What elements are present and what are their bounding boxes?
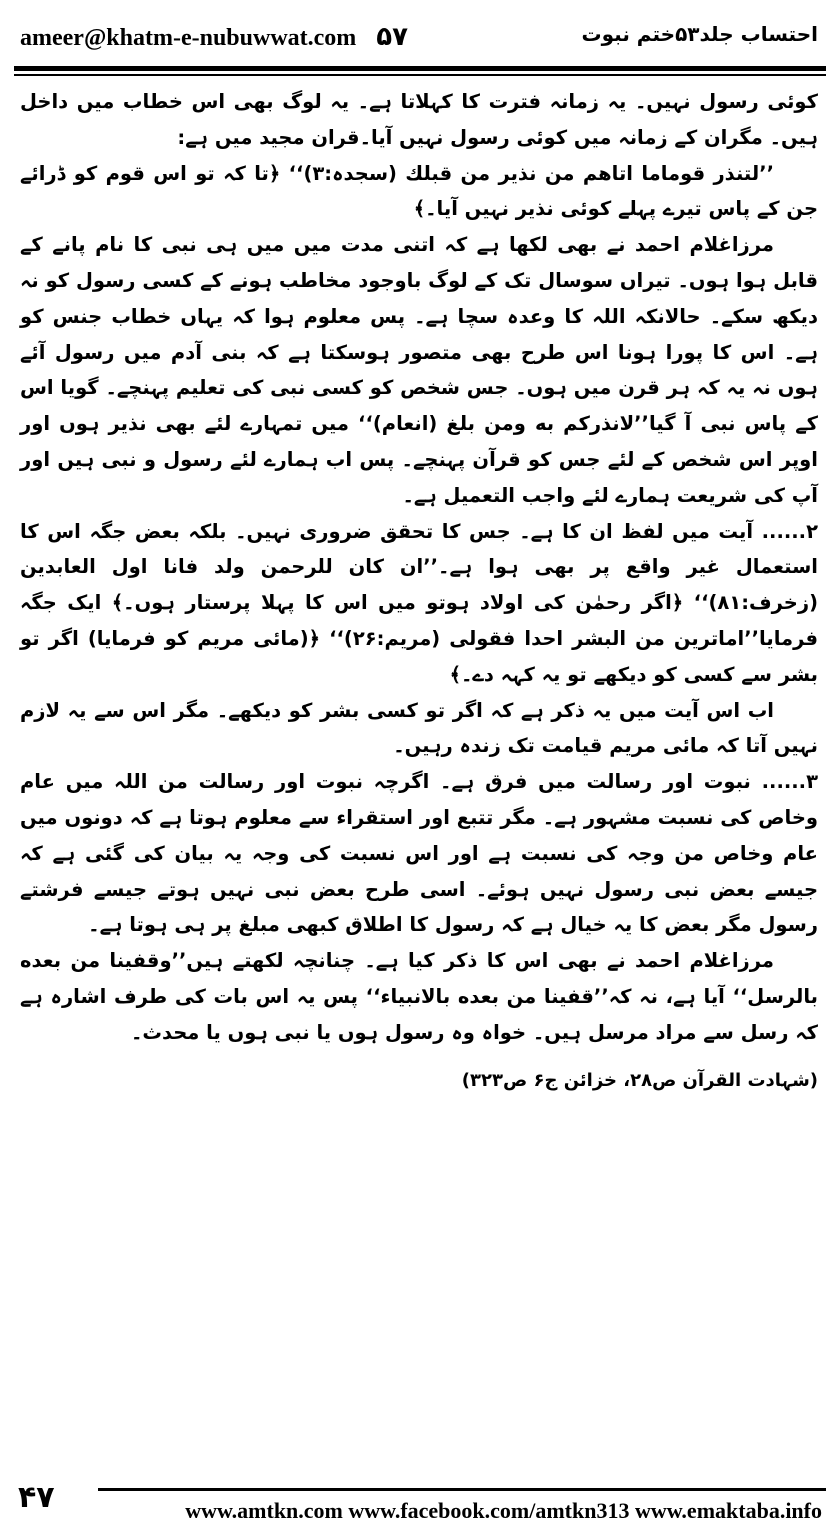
point-number-3: ۳...... [761, 770, 818, 794]
paragraph-5: اب اس آیت میں یہ ذکر ہے کہ اگر تو کسی بشر کو دیکھے۔ مگر اس سے یہ لازم نہیں آتا کہ مائی مریم قیامت تک زندہ رہیں۔ [20, 698, 818, 758]
paragraph-7: مرزاغلام احمد نے بھی اس کا ذکر کیا ہے۔ چنانچہ لکھتے ہیں’’وقفینا من بعده بالرسل‘‘ آیا ہے، نہ کہ’’قفینا من بعده بالانبیاء‘‘ پس یہ اس بات کی طرف اشارہ ہے کہ رسل سے مراد مرسل ہیں۔ خواہ وہ رسول ہوں یا نبی ہوں یا محدث۔ [20, 949, 818, 1044]
paragraph-6 [20, 764, 818, 943]
header-email [20, 22, 408, 52]
paragraph-6-text: نبوت اور رسالت میں فرق ہے۔ اگرچہ نبوت اور رسالت من اللہ میں عام وخاص کی نسبت مشہور ہے۔ مگر تتبع اور استقراء سے معلوم ہوتا ہے کہ دونوں میں عام وخاص من وجہ کی نسبت ہے اور اس نسبت کی وجہ یہ بیان کی گئی ہے کہ جیسے بعض نبی رسول نہیں ہوئے۔ اسی طرح بعض نبی نہیں ہوتے جیسے فرشتے رسول مگر بعض کا یہ خیال ہے کہ رسول کا اطلاق کبھی مبلغ پر ہی ہوتا ہے۔ [20, 770, 818, 937]
paragraph-1: کوئی رسول نہیں۔ یہ زمانہ فترت کا کہلاتا ہے۔ یہ لوگ بھی اس خطاب میں داخل ہیں۔ مگران کے زمانہ میں کوئی رسول نہیں آیا۔قران مجید میں ہے: [20, 90, 818, 149]
header-email-text: ameer@khatm-e-nubuwwat.com [20, 25, 357, 51]
footer-page-number: ۴۷ [18, 1480, 55, 1515]
page-body [20, 84, 818, 1464]
footer-links[interactable]: www.amtkn.com www.facebook.com/amtkn313 www.emaktaba.info [185, 1498, 822, 1523]
header-rule-thin [14, 74, 826, 76]
paragraph-4-text: آیت میں لفظ ان کا ہے۔ جس کا تحقق ضروری نہیں۔ بلکہ بعض جگہ اس کا استعمال غیر واقع پر بھی ہوا ہے۔’’ان کان للرحمن ولد فانا اول العابدین (زخرف:۸۱)‘‘ ﴿اگر رحمٰن کی اولاد ہوتو میں اس کا پہلا پرستار ہوں۔﴾ ایک جگہ فرمایا’’اماترین من البشر احدا فقولی (مریم:۲۶)‘‘ ﴿(مائی مریم کو فرمایا) اگر تو بشر سے کسی کو دیکھے تو یہ کہہ دے۔﴾ [20, 519, 818, 686]
footer-rule [98, 1488, 826, 1491]
header-page-number: ۵۷ [376, 22, 409, 52]
point-number-2: ۲...... [761, 519, 818, 543]
page-header [14, 14, 826, 62]
page-footer [14, 1480, 826, 1528]
paragraph-4 [20, 514, 818, 693]
paragraph-2-quran-quote: ’’لتنذر قوماما اتاھم من نذیر من قبلك (سجدہ:۳)‘‘ ﴿تا کہ تو اس قوم کو ڈرائے جن کے پاس تیرے پہلے کوئی نذیر نہیں آیا۔﴾ [20, 161, 818, 221]
header-book-title: احتساب جلد۵۳ختم نبوت [581, 22, 818, 46]
header-rule-thick [14, 66, 826, 71]
paragraph-3: مرزاغلام احمد نے بھی لکھا ہے کہ اتنی مدت میں میں ہی نبی کا نام پانے کے قابل ہوا ہوں۔ تیراں سوسال تک کے لوگ باوجود مخاطب ہونے کے کسی رسول کو نہ دیکھ سکے۔ حالانکہ اللہ کا وعدہ سچا ہے۔ پس معلوم ہوا کہ یہاں خطاب جنس کو ہے۔ اس کا پورا ہونا اس طرح بھی متصور ہوسکتا ہے کہ بنی آدم میں رسول آئے ہوں نہ یہ کہ ہر قرن میں ہوں۔ جس شخص کو کسی نبی کی تعلیم پہنچے۔ گویا اس کے پاس نبی آ گیا’’لانذرکم به ومن بلغ (انعام)‘‘ میں تمہارے لئے بھی نذیر ہوں اور اوپر اس شخص کے لئے جس کو قرآن پہنچے۔ پس اب ہمارے لئے رسول و نبی ہیں اور آپ کی شریعت ہمارے لئے واجب التعمیل ہے۔ [20, 233, 818, 507]
source-reference: (شہادت القرآن ص۲۸، خزائن ج۶ ص۳۲۳) [461, 1069, 818, 1091]
